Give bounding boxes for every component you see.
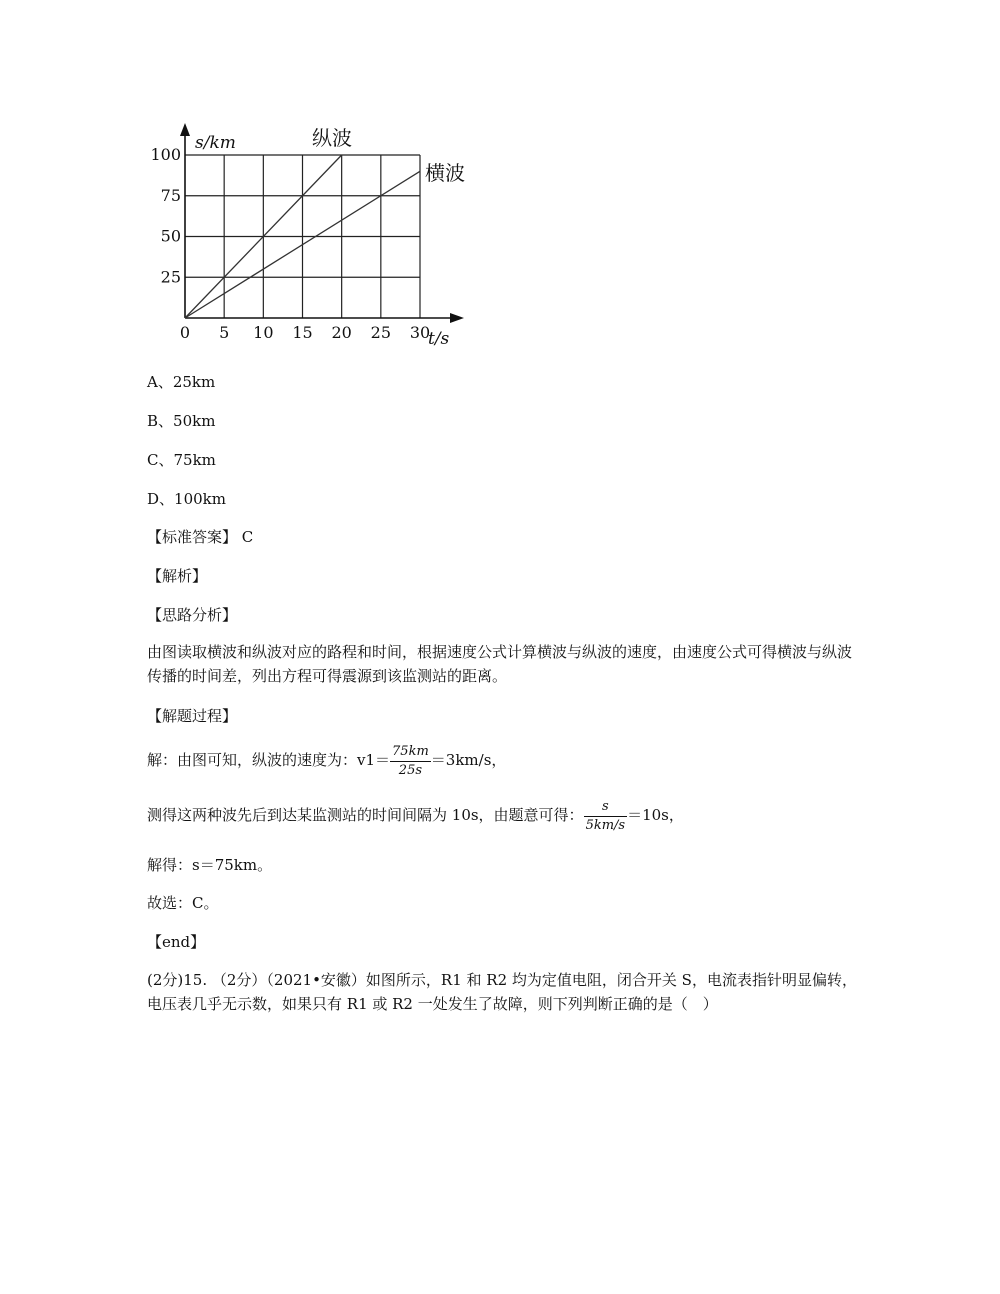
x-tick-label: 20 [331,323,352,342]
solution-line-4: 故选：C。 [147,894,219,912]
x-axis-label: t/s [428,329,450,349]
solution-line-2 [147,795,684,835]
solution-line-2-prefix: 测得这两种波先后到达某监测站的时间间隔为 10s，由题意可得： [147,806,584,824]
fraction-denominator: 25s [398,762,423,778]
chart-axes [180,123,464,323]
series-label-longitudinal: 纵波 [312,126,352,150]
analysis-label: 【解析】 [147,567,208,585]
x-axis-arrow [450,313,464,323]
x-tick-label: 0 [179,323,191,342]
option-b: B、50km [147,412,216,430]
distance-time-chart [150,118,480,353]
option-d: D、100km [147,490,226,508]
x-tick-label: 25 [370,323,392,342]
fraction-s-5kms [584,798,628,835]
end-label: 【end】 [147,933,206,951]
fraction-denominator: 5km/s [585,817,626,833]
fraction-numerator: 75km [390,743,431,762]
fraction-numerator: s [584,798,628,817]
y-tick-label: 50 [160,226,181,246]
y-tick-label: 100 [150,145,181,164]
solution-line-3: 解得：s＝75km。 [147,856,273,874]
x-tick-label: 30 [409,323,431,342]
series-label-transverse: 横波 [425,161,465,185]
x-tick-label: 5 [219,323,230,342]
solution-line-1-prefix: 解：由图可知，纵波的速度为：v1＝ [147,751,391,769]
option-a: A、25km [147,373,216,391]
solution-line-1 [147,740,506,780]
process-label: 【解题过程】 [147,707,238,725]
y-tick-label: 25 [160,267,181,287]
chart-labels [195,126,465,349]
option-c: C、75km [147,451,216,469]
solution-line-2-suffix: ＝10s， [627,806,684,824]
idea-text: 由图读取横波和纵波对应的路程和时间，根据速度公式计算横波与纵波的速度，由速度公式可得横波与纵波传播的时间差，列出方程可得震源到该监测站的距离。 [147,643,853,685]
chart-grid [185,155,420,318]
solution-line-1-suffix: ＝3km/s， [430,751,507,769]
fraction-75km-25s [390,743,431,780]
x-tick-label: 15 [292,323,313,342]
x-tick-label: 10 [253,323,274,342]
idea-label: 【思路分析】 [147,606,238,624]
y-axis-arrow [180,123,190,136]
y-axis-label: s/km [195,133,236,153]
chart-tick-labels [150,145,430,342]
y-tick-label: 75 [160,185,181,205]
next-question-text: (2分)15. （2分）（2021•安徽）如图所示，R1 和 R2 均为定值电阻，闭合开关 S，电流表指针明显偏转，电压表几乎无示数，如果只有 R1 或 R2 一处发生了故障，则下列判断正确的是（ ） [147,971,857,1013]
answer-label: 【标准答案】 C [147,528,254,546]
